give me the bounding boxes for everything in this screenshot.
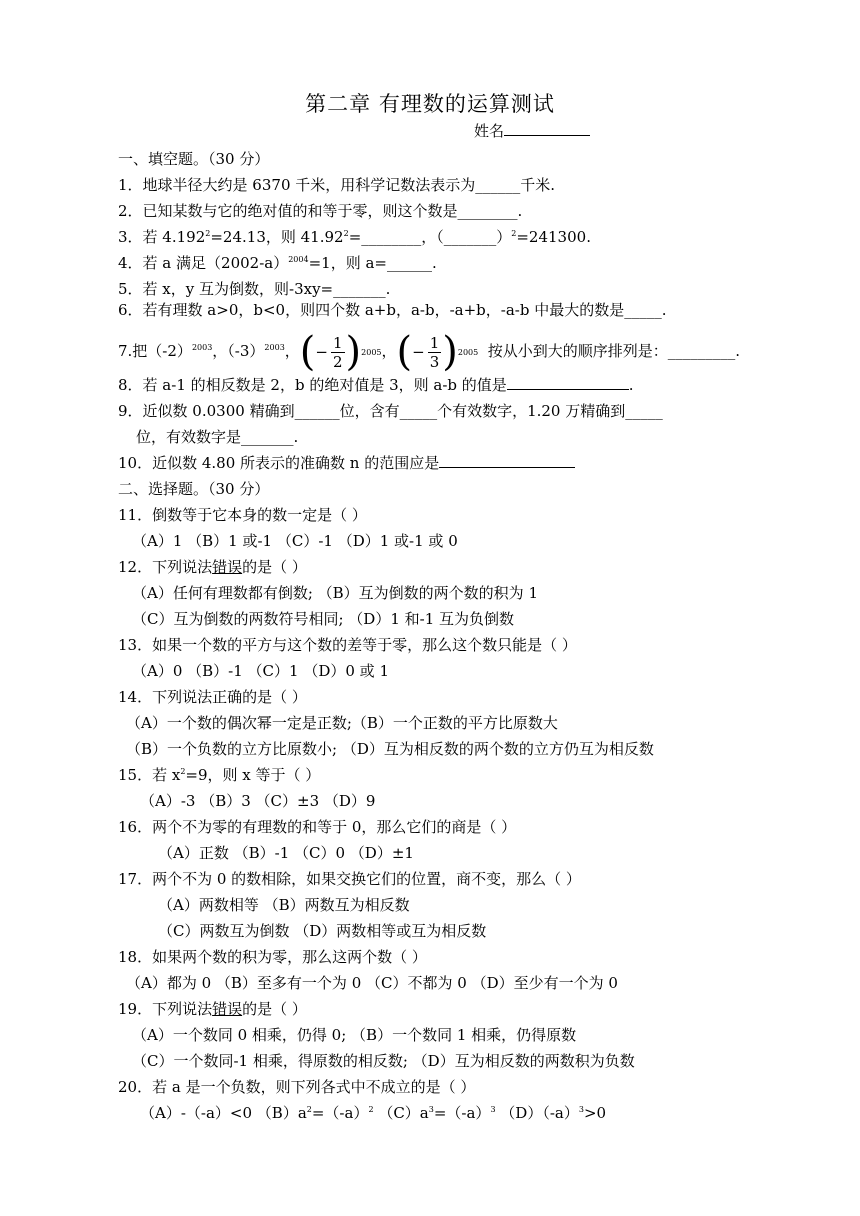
question-2: 2．已知某数与它的绝对值的和等于零，则这个数是________.	[118, 202, 523, 220]
question-16: 16．两个不为零的有理数的和等于 0，那么它们的商是（ ）	[118, 818, 517, 836]
question-18: 18．如果两个数的积为零，那么这两个数（ ）	[118, 948, 427, 966]
question-11-options: （A）1 （B）1 或-1 （C）-1 （D）1 或-1 或 0	[132, 532, 458, 550]
name-label: 姓名	[474, 122, 505, 140]
fraction-neg-third-power: ( − $\frac{1}{3}$ ) 2005	[396, 329, 479, 375]
fraction-neg-half-power: ( − $\frac{1}{2}$ ) 2005	[299, 329, 382, 375]
question-5: 5．若 x，y 互为倒数，则-3xy=_______.	[118, 280, 391, 298]
question-15-options: （A）-3 （B）3 （C）±3 （D）9	[140, 792, 376, 810]
question-20-options: （A）-（-a）<0 $(B)a^2=(-a)^2$ $(C)a^3=(-a)^3$ $(D)(-a)^3>0$	[140, 1104, 607, 1122]
question-15: 15．若 $x^2=9$，则 x 等于（ ）	[118, 766, 321, 784]
question-19-options-2: （C）一个数同-1 相乘，得原数的相反数; （D）互为相反数的两数积为负数	[132, 1052, 635, 1070]
question-12-options-1: （A）任何有理数都有倒数; （B）互为倒数的两个数的积为 1	[132, 584, 538, 602]
question-17-options-1: （A）两数相等 （B）两数互为相反数	[158, 896, 410, 914]
question-16-options: （A）正数 （B）-1 （C）0 （D）±1	[158, 844, 414, 862]
question-6: 6．若有理数 a>0，b<0，则四个数 a+b，a-b，-a+b，-a-b 中最大的数是_____.	[118, 301, 667, 319]
question-4: 4．若 a 满足$(2002-a)^{2004}=1$，则 a=______.	[118, 254, 437, 272]
question-14: 14．下列说法正确的是（ ）	[118, 688, 307, 706]
section-choice-heading: 二、选择题。（30 分）	[118, 480, 270, 498]
question-12: 12．下列说法错误的是（ ）	[118, 558, 307, 576]
question-17: 17．两个不为 0 的数相除，如果交换它们的位置，商不变，那么（ ）	[118, 870, 581, 888]
question-1: 1．地球半径大约是 6370 千米，用科学记数法表示为______千米.	[118, 176, 556, 194]
question-8: 8．若 a-1 的相反数是 2，b 的绝对值是 3，则 a-b 的值是 .	[118, 376, 634, 394]
question-13-options: （A）0 （B）-1 （C）1 （D）0 或 1	[132, 662, 389, 680]
question-12-options-2: （C）互为倒数的两数符号相同; （D）1 和-1 互为负倒数	[132, 610, 515, 628]
section-fill-heading: 一、填空题。（30 分）	[118, 150, 270, 168]
question-20: 20．若 a 是一个负数，则下列各式中不成立的是（ ）	[118, 1078, 476, 1096]
question-11: 11．倒数等于它本身的数一定是（ ）	[118, 506, 367, 524]
question-14-options-2: （B）一个负数的立方比原数小; （D）互为相反数的两个数的立方仍互为相反数	[126, 740, 654, 758]
question-13: 13．如果一个数的平方与这个数的差等于零，那么这个数只能是（ ）	[118, 636, 577, 654]
question-17-options-2: （C）两数互为倒数 （D）两数相等或互为相反数	[158, 922, 487, 940]
answer-blank[interactable]	[439, 453, 575, 468]
question-3: 3．若 $4.192^2=24.13$，则 $41.92^2=\_\_\_\_\_\_\_\_$，（_______）$^2$=241300.	[118, 228, 591, 246]
question-9-cont: 位，有效数字是_______.	[136, 428, 299, 446]
question-19: 19．下列说法错误的是（ ）	[118, 1000, 307, 1018]
question-9: 9．近似数 0.0300 精确到______位，含有_____个有效数字，1.20 万精确到_____	[118, 402, 663, 420]
question-18-options: （A）都为 0 （B）至多有一个为 0 （C）不都为 0 （D）至少有一个为 0	[126, 974, 618, 992]
name-blank[interactable]	[504, 121, 590, 136]
page-title: 第二章 有理数的运算测试	[305, 92, 555, 116]
answer-blank[interactable]	[507, 375, 629, 390]
name-field[interactable]	[474, 120, 590, 141]
question-7: 7.把$(-2)^{2003}$，$(-3)^{2003}$， ( − $\frac{1}{2}$ ) 2005 ， ( − $\frac{1}{3}$ ) 2005 按从小到大的顺序排列是：_________.	[118, 324, 740, 380]
question-19-options-1: （A）一个数同 0 相乘，仍得 0; （B）一个数同 1 相乘，仍得原数	[132, 1026, 577, 1044]
question-14-options-1: （A）一个数的偶次幂一定是正数;（B）一个正数的平方比原数大	[126, 714, 558, 732]
question-10: 10．近似数 4.80 所表示的准确数 n 的范围应是	[118, 453, 575, 473]
